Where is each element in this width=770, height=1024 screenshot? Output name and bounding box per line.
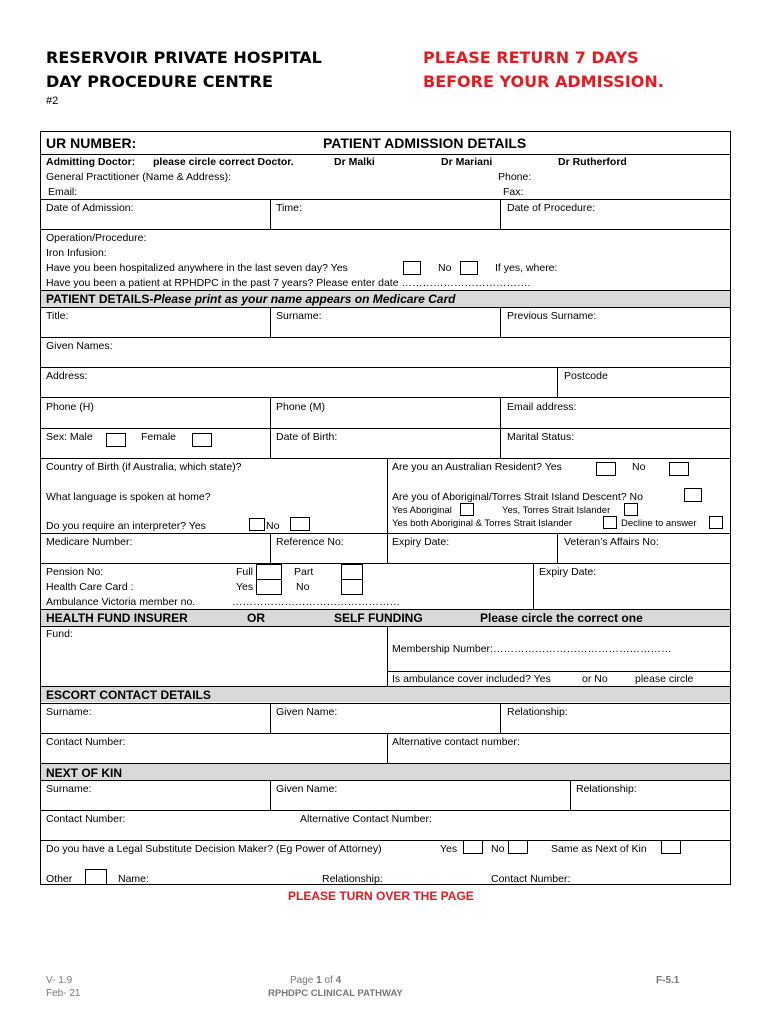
iron-infusion-label: Iron Infusion:	[46, 247, 107, 259]
ambulance-cover-no: or No	[582, 673, 608, 685]
sex-male-checkbox[interactable]	[106, 433, 126, 447]
pension-part-label: Part	[294, 566, 314, 578]
funding-or: OR	[247, 611, 265, 625]
footer-form-code: F-5.1	[656, 975, 680, 986]
gp-label: General Practitioner (Name & Address):	[46, 171, 231, 183]
given-names-label: Given Names:	[46, 340, 113, 352]
decline-label: Decline to answer	[621, 518, 697, 529]
please-circle-note: please circle	[635, 673, 694, 685]
hcc-yes-label: Yes	[236, 581, 254, 593]
escort-given-name-label: Given Name:	[276, 706, 338, 718]
date-of-birth-label: Date of Birth:	[276, 431, 338, 443]
escort-alt-contact-label: Alternative contact number:	[392, 736, 520, 748]
ambulance-cover-question: Is ambulance cover included? Yes	[392, 673, 551, 685]
hospitalized-no-label: No	[438, 262, 452, 274]
ambulance-dots: …………………………………………	[232, 596, 400, 608]
yes-aboriginal-label: Yes Aboriginal	[392, 505, 452, 516]
fund-label: Fund:	[46, 628, 73, 640]
kin-relationship-label: Relationship:	[576, 783, 637, 795]
admission-title: PATIENT ADMISSION DETAILS	[323, 135, 527, 151]
interpreter-question: Do you require an interpreter? Yes	[46, 520, 206, 532]
doctor-rutherford[interactable]: Dr Rutherford	[558, 156, 627, 168]
pension-expiry-label: Expiry Date:	[539, 566, 597, 578]
footer-date: Feb- 21	[46, 988, 81, 999]
other-name-label: Name:	[118, 873, 149, 885]
ur-number-label: UR NUMBER:	[46, 135, 137, 151]
other-relationship-label: Relationship:	[322, 873, 383, 885]
return-notice-line1: PLEASE RETURN 7 DAYS	[423, 48, 639, 67]
date-of-admission-label: Date of Admission:	[46, 202, 134, 214]
decline-checkbox[interactable]	[709, 516, 723, 529]
pension-part-checkbox[interactable]	[341, 564, 363, 580]
yes-both-label: Yes both Aboriginal & Torres Strait Islander	[392, 518, 573, 529]
escort-title: ESCORT CONTACT DETAILS	[46, 688, 211, 702]
sex-female-checkbox[interactable]	[192, 433, 212, 447]
same-as-kin-label: Same as Next of Kin	[551, 843, 647, 855]
postcode-label: Postcode	[564, 370, 608, 382]
kin-alt-contact-label: Alternative Contact Number:	[300, 813, 432, 825]
lsdm-question: Do you have a Legal Substitute Decision Maker? (Eg Power of Attorney)	[46, 843, 382, 855]
health-care-card-label: Health Care Card :	[46, 581, 134, 593]
veterans-affairs-label: Veteran’s Affairs No:	[564, 536, 659, 548]
email-address-label: Email address:	[507, 401, 577, 413]
escort-relationship-label: Relationship:	[507, 706, 568, 718]
resident-yes-checkbox[interactable]	[596, 462, 616, 476]
footer-page-prefix: Page	[290, 975, 317, 986]
gp-phone-label: Phone:	[498, 171, 532, 183]
pension-no-label: Pension No:	[46, 566, 104, 578]
hospitalized-no-checkbox[interactable]	[460, 261, 478, 275]
footer-page-number: 1	[316, 975, 322, 986]
health-fund-insurer-option[interactable]: HEALTH FUND INSURER	[46, 611, 188, 625]
medicare-number-label: Medicare Number:	[46, 536, 133, 548]
footer-pathway: RPHDPC CLINICAL PATHWAY	[268, 988, 403, 999]
other-checkbox[interactable]	[85, 869, 107, 885]
circle-correct-note: Please circle the correct one	[480, 611, 643, 625]
resident-no-checkbox[interactable]	[669, 462, 689, 476]
pension-full-label: Full	[236, 566, 253, 578]
admitting-doctor-label: Admitting Doctor:	[46, 156, 136, 168]
gp-email-label: Email:	[48, 186, 78, 198]
lsdm-yes-checkbox[interactable]	[463, 840, 483, 854]
interpreter-no-checkbox[interactable]	[290, 517, 310, 531]
patient-details-title	[46, 292, 455, 306]
other-label: Other	[46, 873, 73, 885]
if-yes-where-label: If yes, where:	[495, 262, 558, 274]
same-as-kin-checkbox[interactable]	[661, 840, 681, 854]
next-of-kin-band	[41, 764, 730, 780]
footer-page-of: of	[321, 975, 336, 986]
next-of-kin-title: NEXT OF KIN	[46, 766, 123, 780]
address-label: Address:	[46, 370, 88, 382]
hospital-name: RESERVOIR PRIVATE HOSPITAL	[46, 48, 322, 67]
interpreter-no-label: No	[266, 520, 280, 532]
hcc-no-label: No	[296, 581, 310, 593]
hospitalized-question: Have you been hospitalized anywhere in the last seven day? Yes	[46, 262, 348, 274]
lsdm-yes-label: Yes	[440, 843, 458, 855]
resident-no-label: No	[632, 461, 646, 473]
aboriginal-question: Are you of Aboriginal/Torres Strait Island Descent? No	[392, 491, 643, 503]
time-label: Time:	[276, 202, 302, 214]
centre-name: DAY PROCEDURE CENTRE	[46, 72, 273, 91]
reference-no-label: Reference No:	[276, 536, 344, 548]
operation-label: Operation/Procedure:	[46, 232, 147, 244]
form-number: #2	[46, 95, 59, 107]
surname-label: Surname:	[276, 310, 322, 322]
other-contact-label: Contact Number:	[491, 873, 571, 885]
pension-full-checkbox[interactable]	[256, 564, 282, 580]
phone-home-label: Phone (H)	[46, 401, 94, 413]
footer-version: V- 1.9	[46, 975, 73, 986]
escort-contact-label: Contact Number:	[46, 736, 126, 748]
circle-doctor-note: please circle correct Doctor.	[153, 156, 294, 168]
marital-status-label: Marital Status:	[507, 431, 575, 443]
turn-over-note: PLEASE TURN OVER THE PAGE	[288, 889, 474, 903]
country-of-birth-label: Country of Birth (if Australia, which state)?	[46, 461, 242, 473]
phone-mobile-label: Phone (M)	[276, 401, 326, 413]
lsdm-no-checkbox[interactable]	[508, 840, 528, 854]
yes-aboriginal-checkbox[interactable]	[460, 503, 474, 516]
escort-surname-label: Surname:	[46, 706, 92, 718]
interpreter-yes-checkbox[interactable]	[249, 518, 265, 531]
hospitalized-yes-checkbox[interactable]	[403, 261, 421, 275]
self-funding-option[interactable]: SELF FUNDING	[334, 611, 423, 625]
doctor-mariani[interactable]: Dr Mariani	[441, 156, 493, 168]
doctor-malki[interactable]: Dr Malki	[334, 156, 375, 168]
australian-resident-question: Are you an Australian Resident? Yes	[392, 461, 562, 473]
medicare-name-note: Please print as your name appears on Medicare Card	[153, 292, 456, 306]
sex-male-label: Sex: Male	[46, 431, 93, 443]
patient-details-heading: PATIENT DETAILS-	[46, 292, 154, 306]
yes-torres-label: Yes, Torres Strait Islander	[502, 505, 611, 516]
lsdm-no-label: No	[491, 843, 505, 855]
aboriginal-no-checkbox[interactable]	[684, 488, 702, 502]
footer-page-total: 4	[335, 975, 342, 986]
yes-both-checkbox[interactable]	[603, 516, 617, 529]
past-patient-question: Have you been a patient at RPHDPC in the past 7 years? Please enter date ……………………………….	[46, 277, 531, 289]
kin-surname-label: Surname:	[46, 783, 92, 795]
yes-torres-checkbox[interactable]	[624, 503, 638, 516]
membership-number-label: Membership Number:……………………………………………	[392, 643, 672, 655]
gp-fax-label: Fax:	[503, 186, 524, 198]
return-notice-line2: BEFORE YOUR ADMISSION.	[423, 72, 664, 91]
date-of-procedure-label: Date of Procedure:	[507, 202, 596, 214]
kin-contact-label: Contact Number:	[46, 813, 126, 825]
footer-page	[290, 975, 341, 986]
previous-surname-label: Previous Surname:	[507, 310, 597, 322]
hcc-no-checkbox[interactable]	[341, 579, 363, 595]
ambulance-victoria-label: Ambulance Victoria member no.	[46, 596, 196, 608]
title-label: Title:	[46, 310, 69, 322]
kin-given-name-label: Given Name:	[276, 783, 338, 795]
language-label: What language is spoken at home?	[46, 491, 211, 503]
hcc-yes-checkbox[interactable]	[256, 579, 282, 595]
female-label: Female	[141, 431, 177, 443]
medicare-expiry-label: Expiry Date:	[392, 536, 450, 548]
